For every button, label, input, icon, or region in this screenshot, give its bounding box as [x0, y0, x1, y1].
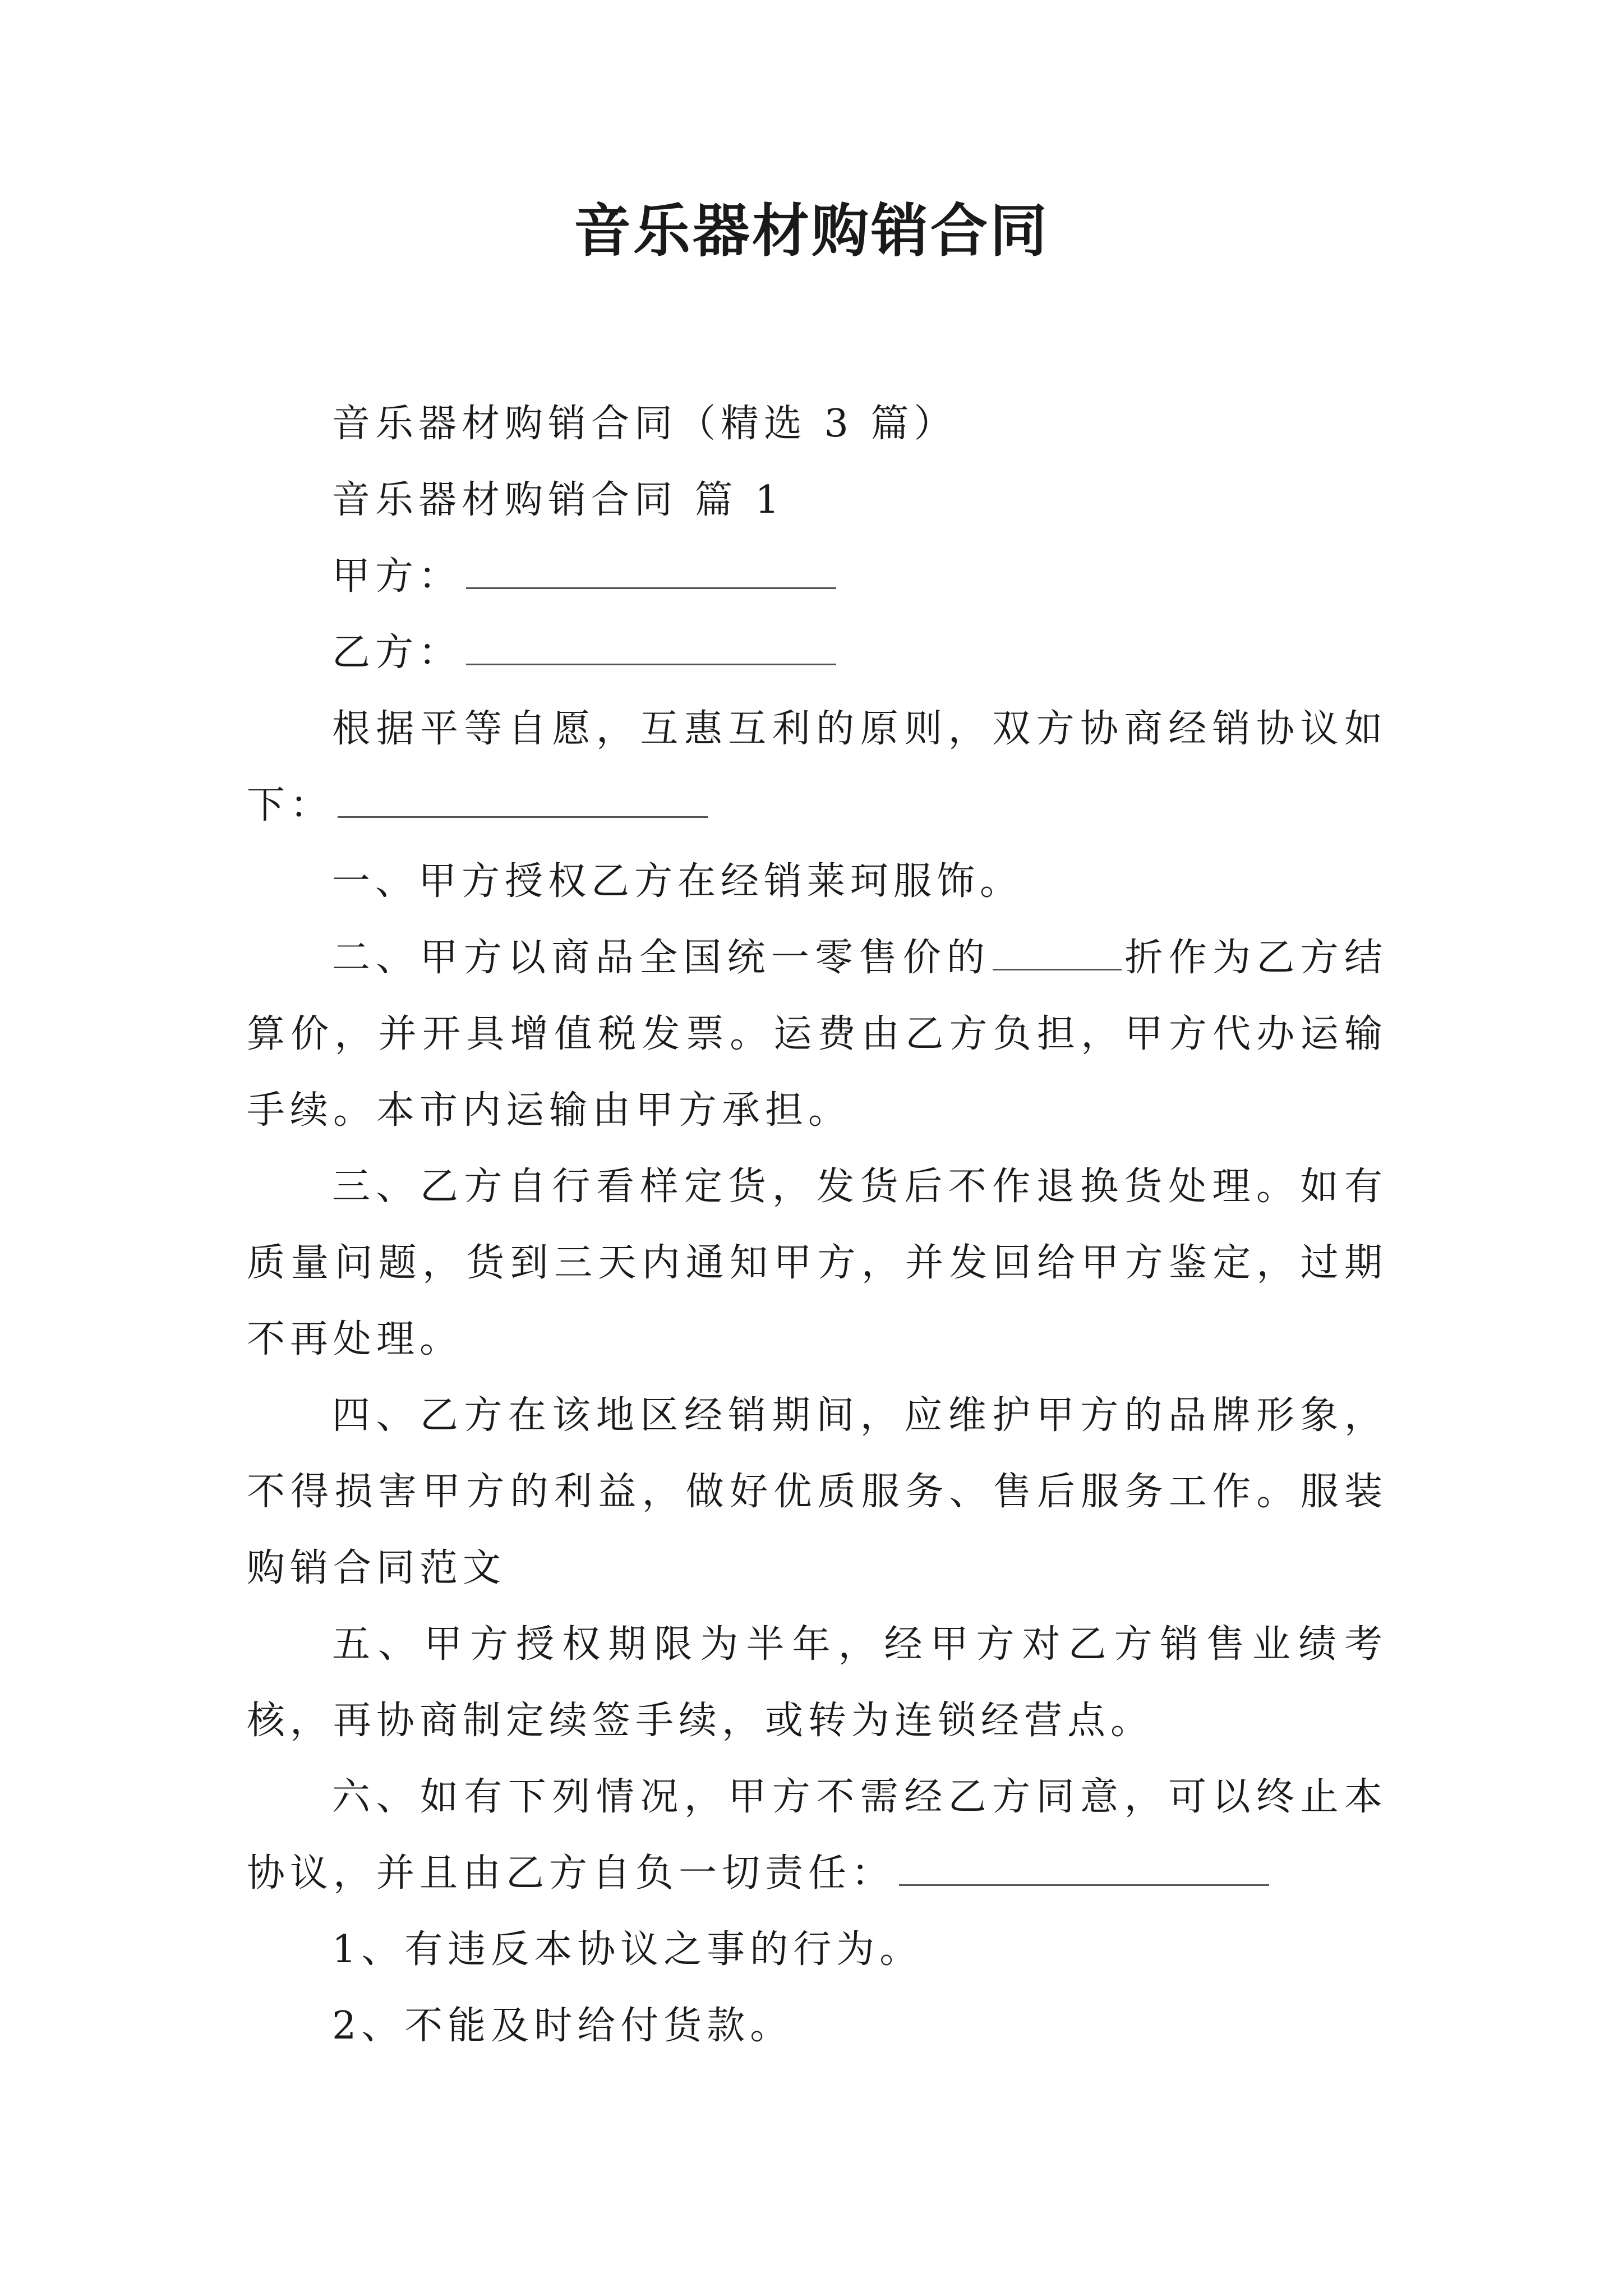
clause-2-text-a: 二、甲方以商品全国统一零售价的 [332, 936, 991, 980]
party-b-blank [466, 629, 836, 665]
clause-5: 五、甲方授权期限为半年，经甲方对乙方销售业绩考核，再协商制定续签手续，或转为连锁经营点。 [247, 1622, 1387, 1743]
party-a-label: 甲方： [332, 554, 462, 599]
party-b-label: 乙方： [332, 631, 462, 675]
clause-3: 三、乙方自行看样定货，发货后不作退换货处理。如有质量问题，货到三天内通知甲方，并发回给甲方鉴定，过期不再处理。 [247, 1165, 1387, 1361]
subtitle: 音乐器材购销合同（精选 3 篇） [332, 402, 957, 446]
clause-4: 四、乙方在该地区经销期间，应维护甲方的品牌形象，不得损害甲方的利益，做好优质服务、售后服务工作。服装购销合同范文 [247, 1393, 1387, 1590]
document-body [247, 386, 1387, 2064]
intro-blank [338, 782, 708, 818]
clause-6 [247, 1759, 1387, 1912]
clause-6-blank [899, 1850, 1269, 1886]
clause-2-text-b: 折作为乙方结算价，并开具增值税发票。运费由乙方负担，甲方代办运输手续。本市内运输由甲方承担。 [247, 936, 1387, 1133]
discount-blank [993, 935, 1122, 970]
document-title: 音乐器材购销合同 [574, 197, 1049, 265]
party-a-line [247, 539, 1387, 615]
list-item-2: 2、不能及时给付货款。 [332, 2004, 794, 2048]
intro-text: 根据平等自愿，互惠互利的原则，双方协商经销协议如下： [247, 707, 1387, 827]
section-heading: 音乐器材购销合同 篇 1 [332, 478, 785, 522]
clause-2 [247, 920, 1387, 1149]
party-a-blank [466, 553, 836, 589]
clause-6-text: 六、如有下列情况，甲方不需经乙方同意，可以终止本协议，并且由乙方自负一切责任： [247, 1775, 1387, 1895]
clause-1: 一、甲方授权乙方在经销莱珂服饰。 [332, 859, 1023, 904]
list-item-1: 1、有违反本协议之事的行为。 [332, 1927, 923, 1972]
party-b-line [247, 615, 1387, 691]
intro-paragraph [247, 691, 1387, 844]
